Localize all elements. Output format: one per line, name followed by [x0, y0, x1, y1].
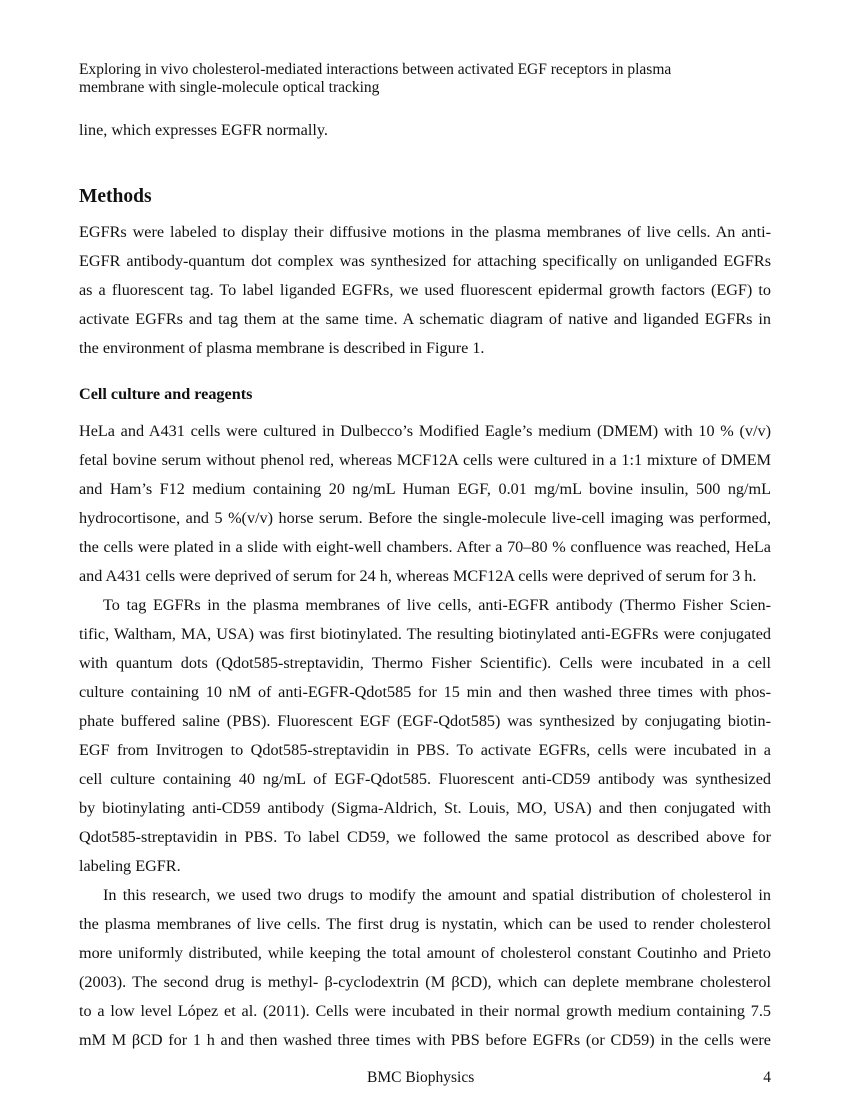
text-line: cell culture containing 40 ng/mL of EGF-Qdot585. Fluorescent anti-CD59 antibody was synthesized — [79, 770, 771, 788]
text-line: and Ham’s F12 medium containing 20 ng/mL Human EGF, 0.01 mg/mL bovine insulin, 500 ng/mL — [79, 480, 771, 498]
text-line: the plasma membranes of live cells. The first drug is nystatin, which can be used to render cholesterol — [79, 915, 771, 933]
text-line: hydrocortisone, and 5 %(v/v) horse serum. Before the single-molecule live-cell imaging was performed, — [79, 509, 771, 527]
text-line: HeLa and A431 cells were cultured in Dulbecco’s Modified Eagle’s medium (DMEM) with 10 % (v/v) — [79, 422, 771, 440]
running-header-line: Exploring in vivo cholesterol-mediated interactions between activated EGF receptors in plasma — [79, 61, 672, 78]
subsection-heading-cell-culture: Cell culture and reagents — [79, 385, 253, 403]
text-line: In this research, we used two drugs to modify the amount and spatial distribution of cholesterol in — [103, 886, 771, 904]
journal-name: BMC Biophysics — [367, 1069, 475, 1086]
text-line: To tag EGFRs in the plasma membranes of live cells, anti-EGFR antibody (Thermo Fisher Scien- — [103, 596, 771, 614]
text-line: fetal bovine serum without phenol red, whereas MCF12A cells were cultured in a 1:1 mixture of DMEM — [79, 451, 771, 469]
text-line: EGFRs were labeled to display their diffusive motions in the plasma membranes of live cells. An anti- — [79, 223, 771, 241]
text-line: (2003). The second drug is methyl- β-cyclodextrin (M βCD), which can deplete membrane cholesterol — [79, 973, 771, 991]
methods-paragraph — [79, 218, 771, 363]
text-line: Qdot585-streptavidin in PBS. To label CD59, we followed the same protocol as described above for — [79, 828, 771, 846]
text-line: tific, Waltham, MA, USA) was first biotinylated. The resulting biotinylated anti-EGFRs were conjugated — [79, 625, 771, 643]
text-line: activate EGFRs and tag them at the same time. A schematic diagram of native and liganded EGFRs in — [79, 310, 771, 328]
text-line: and A431 cells were deprived of serum for 24 h, whereas MCF12A cells were deprived of serum for 3 h. — [79, 567, 757, 585]
text-line: with quantum dots (Qdot585-streptavidin, Thermo Fisher Scientific). Cells were incubated in a cell — [79, 654, 771, 672]
running-header — [79, 61, 771, 97]
text-line: the cells were plated in a slide with eight-well chambers. After a 70–80 % confluence was reached, HeLa — [79, 538, 771, 556]
carryover-line: line, which expresses EGFR normally. — [79, 121, 328, 139]
text-line: EGFR antibody-quantum dot complex was synthesized for attaching specifically on unliganded EGFRs — [79, 252, 771, 270]
text-line: labeling EGFR. — [79, 857, 181, 875]
text-line: mM M βCD for 1 h and then washed three times with PBS before EGFRs (or CD59) in the cells were — [79, 1031, 771, 1049]
text-line: as a fluorescent tag. To label liganded EGFRs, we used fluorescent epidermal growth factors (EGF) to — [79, 281, 771, 299]
text-line: by biotinylating anti-CD59 antibody (Sigma-Aldrich, St. Louis, MO, USA) and then conjugated with — [79, 799, 771, 817]
text-line: more uniformly distributed, while keeping the total amount of cholesterol constant Coutinho and Prieto — [79, 944, 771, 962]
page-number: 4 — [763, 1069, 771, 1086]
section-heading-methods: Methods — [79, 186, 152, 207]
text-line: phate buffered saline (PBS). Fluorescent EGF (EGF-Qdot585) was synthesized by conjugating biotin- — [79, 712, 771, 730]
text-line: to a low level López et al. (2011). Cells were incubated in their normal growth medium containing 7.5 — [79, 1002, 771, 1020]
text-line: culture containing 10 nM of anti-EGFR-Qdot585 for 15 min and then washed three times with phos- — [79, 683, 771, 701]
text-line: EGF from Invitrogen to Qdot585-streptavidin in PBS. To activate EGFRs, cells were incubated in a — [79, 741, 771, 759]
text-line: the environment of plasma membrane is described in Figure 1. — [79, 339, 485, 357]
cell-culture-body — [79, 417, 771, 1055]
running-header-line: membrane with single-molecule optical tracking — [79, 79, 380, 96]
